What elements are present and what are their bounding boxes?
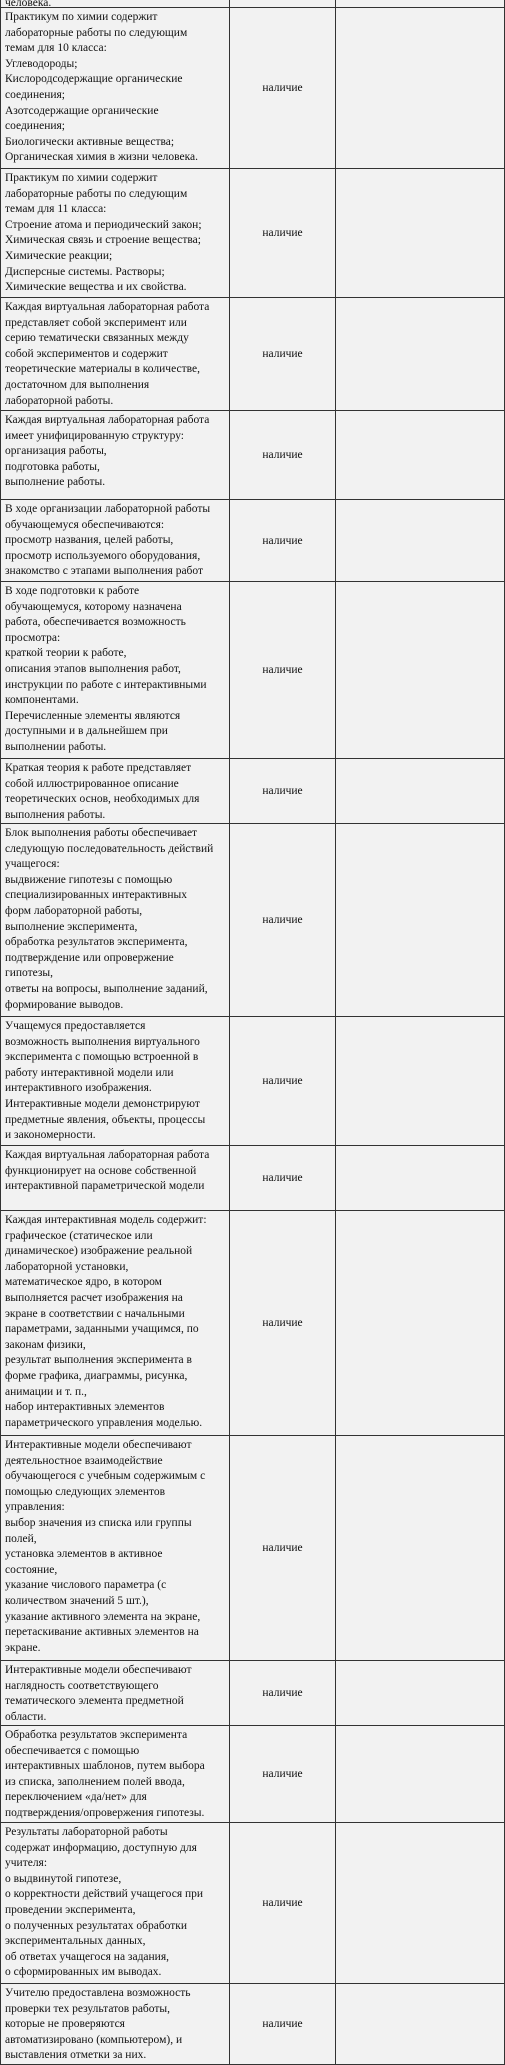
availability-cell: наличие	[230, 298, 336, 410]
requirement-cell	[0, 582, 230, 758]
requirement-line: обучающегося с учебным содержимым с	[5, 1470, 206, 1483]
requirement-cell	[0, 1436, 230, 1660]
table-row	[0, 169, 505, 298]
requirement-line: выполнения работы.	[5, 808, 106, 821]
requirement-line: эксперимента с помощью встроенной в	[5, 1051, 199, 1064]
requirement-cell	[0, 0, 230, 7]
requirement-line: Блок выполнения работы обеспечивает	[5, 827, 198, 839]
requirement-line: содержат информацию, доступную для	[5, 1841, 197, 1854]
requirement-line: выбор значения из списка или группы	[5, 1516, 192, 1529]
empty-cell	[336, 824, 505, 1016]
table-row	[0, 1984, 505, 2065]
requirement-line: указание числового параметра (с	[5, 1579, 167, 1592]
requirement-line: тематического элемента предметной	[5, 1695, 184, 1708]
empty-cell	[336, 1146, 505, 1210]
requirement-line: учащегося:	[5, 858, 60, 871]
requirement-line: математическое ядро, в котором	[5, 1276, 162, 1289]
requirement-line: выполняется расчет изображения на	[5, 1291, 183, 1304]
requirement-line: обеспечивается с помощью	[5, 1744, 140, 1757]
requirement-line: Биологически активные вещества;	[5, 135, 175, 148]
requirement-line: набор интерактивных элементов	[5, 1401, 165, 1414]
empty-cell	[336, 1017, 505, 1145]
requirement-line: собой иллюстрированное описание	[5, 777, 179, 790]
requirement-line: законам физики,	[5, 1338, 86, 1351]
table-row	[0, 1726, 505, 1823]
requirement-cell	[0, 1984, 230, 2064]
requirement-line: экране.	[5, 1641, 41, 1654]
requirement-line: Химические реакции;	[5, 249, 113, 262]
requirement-line: лабораторные работы по следующим	[5, 26, 188, 39]
requirement-line: теоретические материалы в количестве,	[5, 363, 200, 376]
table-row	[0, 500, 505, 582]
requirement-line: соединения;	[5, 120, 66, 133]
empty-cell	[336, 411, 505, 499]
requirement-line: установка элементов в активное	[5, 1548, 163, 1561]
table-row	[0, 582, 505, 759]
table-row	[0, 411, 505, 500]
requirement-line: Практикум по химии содержит	[5, 11, 158, 23]
requirement-line: В ходе организации лабораторной работы	[5, 503, 211, 515]
table-row	[0, 1823, 505, 1984]
availability-cell: наличие	[230, 824, 336, 1016]
requirement-line: Интерактивные модели демонстрируют	[5, 1097, 200, 1110]
empty-cell	[336, 1661, 505, 1725]
requirement-line: компонентами.	[5, 694, 79, 707]
empty-cell	[336, 500, 505, 581]
requirement-line: Каждая виртуальная лабораторная работа	[5, 301, 210, 313]
empty-cell	[336, 1726, 505, 1822]
availability-cell: наличие	[230, 1436, 336, 1660]
requirement-line: специализированных интерактивных	[5, 889, 187, 902]
requirement-line: количеством значений 5 шт.),	[5, 1594, 149, 1607]
requirement-line: экране в соответствии с начальными	[5, 1307, 185, 1320]
requirement-cell	[0, 1146, 230, 1210]
requirement-line: анимации и т. п.,	[5, 1385, 87, 1398]
requirement-line: динамическое) изображение реальной	[5, 1245, 193, 1258]
availability-cell: наличие	[230, 169, 336, 297]
availability-cell: наличие	[230, 1017, 336, 1145]
requirement-line: о полученных результатах обработки	[5, 1919, 188, 1932]
requirement-line: помощью следующих элементов	[5, 1485, 166, 1498]
requirement-line: имеет унифицированную структуру:	[5, 429, 184, 442]
requirement-line: полей,	[5, 1532, 37, 1545]
availability-cell: наличие	[230, 1823, 336, 1983]
requirement-line: Строение атома и периодический закон;	[5, 218, 202, 231]
requirement-line: из списка, заполнением полей ввода,	[5, 1775, 185, 1788]
requirement-line: о сформированных им выводах.	[5, 1966, 162, 1979]
requirement-line: описания этапов выполнения работ,	[5, 662, 181, 675]
requirement-line: Каждая виртуальная лабораторная работа	[5, 1149, 210, 1161]
empty-cell	[336, 759, 505, 823]
requirement-line: лабораторной работы.	[5, 394, 114, 407]
requirement-line: о выдвинутой гипотезе,	[5, 1872, 122, 1885]
requirement-line: обучающемуся, которому назначена	[5, 600, 182, 613]
requirement-line: формирование выводов.	[5, 998, 124, 1011]
table-row	[0, 1211, 505, 1436]
requirement-line: организация работы,	[5, 445, 107, 458]
requirement-line: деятельностное взаимодействие	[5, 1454, 163, 1467]
requirement-line: лабораторной установки,	[5, 1260, 129, 1273]
requirement-line: Краткая теория к работе представляет	[5, 762, 192, 774]
requirement-line: учителя:	[5, 1857, 48, 1870]
availability-cell: наличие	[230, 759, 336, 823]
requirement-line: указание активного элемента на экране,	[5, 1610, 201, 1623]
requirement-cell	[0, 169, 230, 297]
requirement-line: Азотсодержащие органические	[5, 104, 159, 117]
requirement-line: экспериментальных данных,	[5, 1935, 146, 1948]
requirement-line: о корректности действий учащегося при	[5, 1888, 204, 1901]
requirement-cell	[0, 824, 230, 1016]
requirement-line: просмотра:	[5, 631, 61, 644]
requirement-line: проверки тех результатов работы,	[5, 2002, 171, 2015]
requirement-line: Интерактивные модели обеспечивают	[5, 1664, 192, 1676]
requirement-line: которые не проверяются	[5, 2018, 125, 2031]
empty-cell	[336, 169, 505, 297]
requirement-line: параметрического управления моделью.	[5, 1416, 203, 1429]
requirement-cell	[0, 1726, 230, 1822]
requirement-line: гипотезы,	[5, 967, 54, 980]
requirement-line: Кислородсодержащие органические	[5, 73, 183, 86]
requirement-line: Органическая химия в жизни человека.	[5, 151, 199, 164]
requirement-line: параметрами, заданными учащимся, по	[5, 1323, 199, 1336]
requirement-line: проведении эксперимента,	[5, 1903, 136, 1916]
availability-cell: наличие	[230, 8, 336, 168]
requirement-line: выполнение эксперимента,	[5, 920, 138, 933]
requirement-line: переключением «да/нет» для	[5, 1791, 147, 1804]
requirement-line: темам для 10 класса:	[5, 42, 107, 55]
requirement-line: обработка результатов эксперимента,	[5, 936, 188, 949]
requirement-line: В ходе подготовки к работе	[5, 585, 140, 597]
availability-cell: наличие	[230, 500, 336, 581]
requirement-line: краткой теории к работе,	[5, 647, 127, 660]
requirement-line: Учащемуся предоставляется	[5, 1020, 146, 1032]
requirement-line: доступными и в дальнейшем при	[5, 725, 168, 738]
requirement-cell	[0, 500, 230, 581]
requirement-line: состояние,	[5, 1563, 58, 1576]
requirement-line: функционирует на основе собственной	[5, 1164, 197, 1177]
requirement-line: работу интерактивной модели или	[5, 1066, 174, 1079]
requirement-line: графическое (статическое или	[5, 1229, 153, 1242]
availability-cell	[230, 0, 336, 7]
requirement-line: подготовка работы,	[5, 460, 100, 473]
requirement-line: наглядность соответствующего	[5, 1679, 159, 1692]
availability-cell: наличие	[230, 1146, 336, 1210]
table-row	[0, 298, 505, 411]
requirement-line: выполнении работы.	[5, 740, 107, 753]
requirement-cell	[0, 8, 230, 168]
availability-cell: наличие	[230, 411, 336, 499]
requirement-line: человека.	[5, 0, 52, 7]
requirement-cell	[0, 1661, 230, 1725]
requirement-line: Углеводороды;	[5, 57, 78, 70]
empty-cell	[336, 1823, 505, 1983]
requirement-line: Учителю предоставлена возможность	[5, 1987, 191, 1999]
requirement-line: Дисперсные системы. Растворы;	[5, 265, 165, 278]
table-row	[0, 8, 505, 169]
table-row	[0, 1661, 505, 1726]
requirement-line: управления:	[5, 1501, 65, 1514]
requirement-cell	[0, 1823, 230, 1983]
requirement-cell	[0, 411, 230, 499]
requirement-line: подтверждения/опровержения гипотезы.	[5, 1806, 205, 1819]
empty-cell	[336, 582, 505, 758]
requirement-line: выставления отметки за них.	[5, 2049, 147, 2062]
requirement-line: обучающемуся обеспечиваются:	[5, 518, 165, 531]
availability-cell: наличие	[230, 582, 336, 758]
requirement-line: предметные явления, объекты, процессы	[5, 1113, 206, 1126]
requirement-line: области.	[5, 1710, 47, 1723]
table-row	[0, 759, 505, 824]
requirement-line: подтверждение или опровержение	[5, 951, 174, 964]
requirement-line: интерактивной параметрической модели	[5, 1180, 205, 1193]
requirement-line: Каждая интерактивная модель содержит:	[5, 1214, 207, 1226]
requirement-line: инструкции по работе с интерактивными	[5, 678, 207, 691]
requirement-line: Каждая виртуальная лабораторная работа	[5, 414, 210, 426]
requirement-line: форм лабораторной работы,	[5, 904, 143, 917]
requirement-cell	[0, 759, 230, 823]
requirement-line: об ответах учащегося на задания,	[5, 1950, 170, 1963]
empty-cell	[336, 1436, 505, 1660]
requirement-line: Результаты лабораторной работы	[5, 1826, 168, 1838]
requirement-line: Перечисленные элементы являются	[5, 709, 181, 722]
requirement-line: Обработка результатов эксперимента	[5, 1729, 188, 1741]
requirement-line: выдвижение гипотезы с помощью	[5, 873, 173, 886]
empty-cell	[336, 0, 505, 7]
table-row	[0, 1017, 505, 1146]
requirement-line: лабораторные работы по следующим	[5, 187, 188, 200]
availability-cell: наличие	[230, 1726, 336, 1822]
empty-cell	[336, 298, 505, 410]
availability-cell: наличие	[230, 1211, 336, 1435]
requirement-line: достаточном для выполнения	[5, 378, 150, 391]
requirement-line: результат выполнения эксперимента в	[5, 1354, 192, 1367]
requirement-line: собой экспериментов и содержит	[5, 347, 168, 360]
requirement-line: Химические вещества и их свойства.	[5, 281, 187, 294]
table-row	[0, 1436, 505, 1661]
requirement-cell	[0, 1017, 230, 1145]
requirement-line: и закономерности.	[5, 1129, 96, 1142]
requirement-line: следующую последовательность действий	[5, 842, 214, 855]
requirement-line: Интерактивные модели обеспечивают	[5, 1439, 192, 1451]
requirement-line: серию тематически связанных между	[5, 332, 189, 345]
requirement-line: интерактивных шаблонов, путем выбора	[5, 1760, 205, 1773]
table-row	[0, 0, 505, 8]
requirement-line: ответы на вопросы, выполнение заданий,	[5, 982, 208, 995]
requirement-line: Практикум по химии содержит	[5, 172, 158, 184]
requirement-line: выполнение работы.	[5, 476, 106, 489]
requirement-line: просмотр используемого оборудования,	[5, 549, 201, 562]
requirement-line: темам для 11 класса:	[5, 203, 107, 216]
requirement-cell	[0, 1211, 230, 1435]
requirement-line: Химическая связь и строение вещества;	[5, 234, 201, 247]
availability-cell: наличие	[230, 1984, 336, 2064]
requirement-line: соединения;	[5, 88, 66, 101]
requirement-line: форме графика, диаграммы, рисунка,	[5, 1369, 188, 1382]
requirement-line: автоматизировано (компьютером), и	[5, 2033, 183, 2046]
requirement-line: интерактивного изображения.	[5, 1082, 152, 1095]
requirement-line: знакомство с этапами выполнения работ	[5, 565, 204, 578]
empty-cell	[336, 1984, 505, 2064]
empty-cell	[336, 1211, 505, 1435]
requirement-line: возможность выполнения виртуального	[5, 1035, 200, 1048]
requirement-cell	[0, 298, 230, 410]
table-row	[0, 1146, 505, 1211]
requirement-line: работа, обеспечивается возможность	[5, 616, 186, 629]
requirement-line: перетаскивание активных элементов на	[5, 1626, 199, 1639]
availability-cell: наличие	[230, 1661, 336, 1725]
empty-cell	[336, 8, 505, 168]
requirement-line: представляет собой эксперимент или	[5, 316, 187, 329]
table-row	[0, 824, 505, 1017]
requirement-line: теоретических основ, необходимых для	[5, 793, 200, 806]
requirement-line: просмотр названия, целей работы,	[5, 534, 174, 547]
